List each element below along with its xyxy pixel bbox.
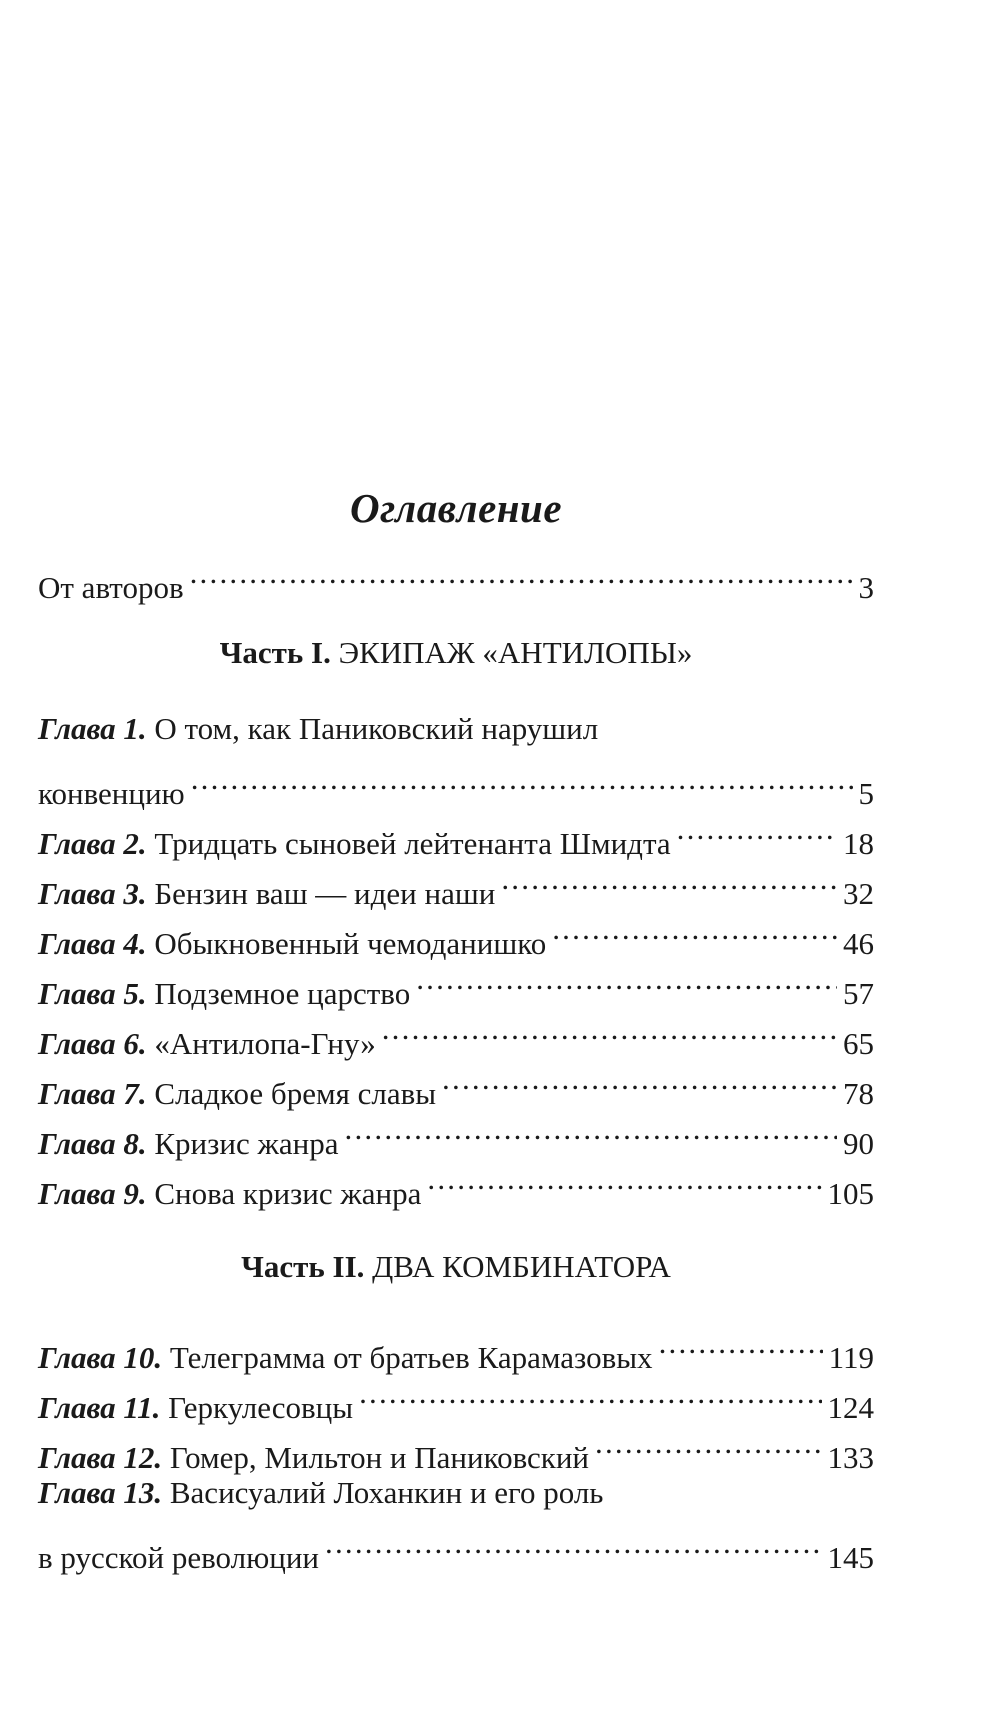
leader-dots [677,804,837,854]
page-number: 78 [843,1076,874,1111]
leader-dots [190,548,853,598]
chapter-title-line2: конвенцию [38,776,185,811]
chapter-title: Гомер, Мильтон и Паниковский [169,1440,590,1475]
page-number: 5 [858,776,874,811]
leader-dots [552,904,837,954]
chapter-title: Бензин ваш — идеи наши [154,876,496,911]
leader-dots [382,1004,837,1054]
part-label: Часть I. [219,635,331,670]
chapter-number: Глава 10. [38,1340,163,1375]
leader-dots [595,1418,821,1468]
page-number: 119 [828,1340,874,1375]
toc-entry-chapter-1[interactable] [38,704,874,754]
page-number: 105 [827,1176,874,1211]
table-of-contents [38,480,874,1575]
chapter-title: Кризис жанра [154,1126,339,1161]
part-name: ЭКИПАЖ «АНТИЛОПЫ» [338,635,693,670]
chapter-number: Глава 11. [38,1390,161,1425]
chapter-number: Глава 4. [38,926,147,961]
chapter-number: Глава 9. [38,1176,147,1211]
leader-dots [345,1104,837,1154]
chapter-number: Глава 13. [38,1475,163,1510]
chapter-number: Глава 5. [38,976,147,1011]
chapter-title-line2: в русской революции [38,1540,319,1575]
chapter-title: Снова кризис жанра [154,1176,422,1211]
chapter-title: Подземное царство [154,976,411,1011]
page-number: 32 [843,876,874,911]
toc-entry-chapter-10[interactable] [38,1318,874,1375]
part-heading-1 [38,628,874,678]
leader-dots [659,1318,823,1368]
page-number: 3 [858,570,874,605]
page-number: 124 [827,1390,874,1425]
chapter-number: Глава 2. [38,826,147,861]
chapter-title: Тридцать сыновей лейтенанта Шмидта [154,826,671,861]
leader-dots [416,954,837,1004]
page-number: 133 [827,1440,874,1475]
toc-entry-chapter-1-cont[interactable] [38,754,874,811]
part-name: ДВА КОМБИНАТОРА [372,1249,671,1284]
chapter-number: Глава 7. [38,1076,147,1111]
page-number: 65 [843,1026,874,1061]
chapter-title: Обыкновенный чемоданишко [154,926,547,961]
toc-entry-preface[interactable] [38,548,874,605]
chapter-number: Глава 3. [38,876,147,911]
toc-entry-chapter-13[interactable] [38,1468,874,1518]
chapter-title: Телеграмма от братьев Карамазовых [169,1340,653,1375]
leader-dots [427,1154,821,1204]
chapter-title: «Антилопа-Гну» [154,1026,376,1061]
page-number: 90 [843,1126,874,1161]
leader-dots [191,754,853,804]
leader-dots [359,1368,821,1418]
chapter-number: Глава 12. [38,1440,163,1475]
leader-dots [442,1054,837,1104]
toc-entry-chapter-13-cont[interactable] [38,1518,874,1575]
chapter-title: Сладкое бремя славы [154,1076,437,1111]
chapter-number: Глава 8. [38,1126,147,1161]
leader-dots [501,854,837,904]
leader-dots [325,1518,822,1568]
chapter-title-line1: Васисуалий Лоханкин и его роль [169,1475,604,1510]
page-number: 18 [843,826,874,861]
chapter-number: Глава 1. [38,711,147,746]
chapter-title-line1: О том, как Паниковский нарушил [154,711,599,746]
chapter-title: Геркулесовцы [168,1390,354,1425]
chapter-number: Глава 6. [38,1026,147,1061]
page-number: 46 [843,926,874,961]
entry-title: От авторов [38,570,184,605]
page-number: 57 [843,976,874,1011]
part-heading-2 [38,1242,874,1292]
page-number: 145 [827,1540,874,1575]
toc-title: Оглавление [349,485,563,531]
part-label: Часть II. [241,1249,365,1284]
